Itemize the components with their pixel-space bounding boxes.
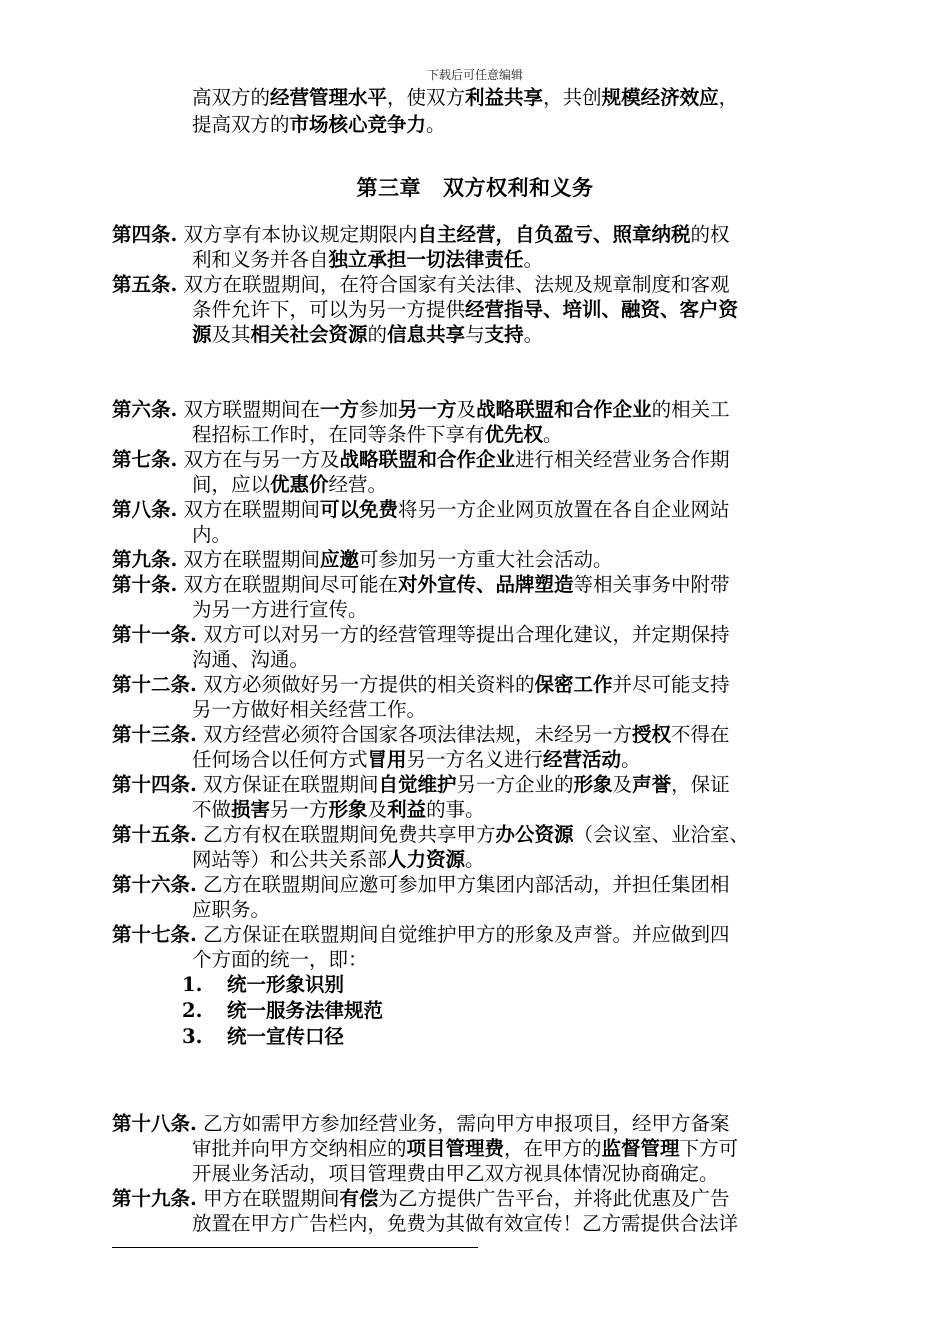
body-text: 另一方做好相关经营工作。 — [192, 698, 427, 721]
body-text: 等相关事务中附带 — [573, 573, 730, 596]
body-text: 双方享有本协议规定期限内 — [177, 223, 418, 246]
emphasis-text: 冒用 — [367, 748, 407, 771]
body-text: 双方在联盟期间尽可能在 — [177, 573, 398, 596]
emphasis-text: 有偿 — [339, 1187, 379, 1210]
unify-list — [112, 972, 857, 1050]
article — [112, 222, 857, 272]
emphasis-text: 授权 — [632, 723, 672, 746]
body-text: 高双方的 — [192, 86, 271, 109]
articles-body — [112, 222, 857, 1236]
list-text: 统一形象识别 — [227, 973, 345, 996]
body-text: 沟通、沟通。 — [192, 648, 310, 671]
emphasis-text: 独立承担一切法律责任 — [328, 248, 524, 271]
chapter-heading — [0, 172, 950, 202]
emphasis-text: 市场核心竞争力 — [289, 113, 427, 136]
body-text: 内。 — [192, 523, 232, 546]
body-text: 的权 — [690, 223, 730, 246]
body-text: 参加 — [359, 398, 399, 421]
body-text: 。 — [523, 323, 544, 346]
emphasis-text: 规模经济效应 — [601, 86, 719, 109]
list-number: 2. — [182, 999, 203, 1022]
emphasis-text: 形象 — [573, 773, 613, 796]
body-text: 双方在与另一方及 — [177, 448, 340, 471]
body-text: 双方保证在联盟期间 — [196, 773, 379, 796]
body-text: 双方可以对另一方的经营管理等提出合理化建议，并定期保持 — [196, 623, 730, 646]
body-text: 审批并向甲方交纳相应的 — [192, 1137, 407, 1160]
list-text: 统一服务法律规范 — [227, 999, 384, 1022]
emphasis-text: 人力资源 — [387, 848, 466, 871]
emphasis-text: 自主经营，自负盈亏、照章纳税 — [417, 223, 691, 246]
body-text: 提高双方的 — [192, 113, 290, 136]
body-text: 乙方在联盟期间应邀可参加甲方集团内部活动，并担任集团相 — [196, 873, 730, 896]
body-text: 及其 — [211, 323, 251, 346]
list-item — [112, 972, 857, 998]
body-text: 乙方有权在联盟期间免费共享甲方 — [196, 823, 496, 846]
emphasis-text: 一方 — [320, 398, 360, 421]
page-header: 下载后可任意编辑 — [426, 68, 523, 82]
body-text: 网站等）和公共关系部 — [192, 848, 388, 871]
body-text: 双方经营必须符合国家各项法律法规，未经另一方 — [196, 723, 632, 746]
article-number: 第十条. — [112, 573, 178, 596]
body-text: 为乙方提供广告平台，并将此优惠及广告 — [378, 1187, 730, 1210]
article-number: 第十二条. — [112, 673, 197, 696]
body-text: 的 — [367, 323, 388, 346]
body-text: 与 — [465, 323, 485, 346]
list-item — [112, 998, 857, 1024]
article-number: 第十四条. — [112, 773, 197, 796]
articles-group-b — [112, 397, 857, 972]
body-text: ，共创 — [543, 86, 602, 109]
article-number: 第十五条. — [112, 823, 197, 846]
body-text: 的事。 — [426, 798, 485, 821]
body-text: 可参加另一方重大社会活动。 — [359, 548, 613, 571]
emphasis-text: 优先权 — [484, 423, 544, 446]
emphasis-text: 监督管理 — [601, 1137, 680, 1160]
body-text: （会议室、业洽室、 — [573, 823, 750, 846]
emphasis-text: 利益 — [387, 798, 427, 821]
intro-paragraph — [192, 84, 852, 138]
article — [112, 772, 857, 822]
article — [112, 1111, 857, 1186]
spacer — [112, 347, 857, 397]
body-text: 为另一方进行宣传。 — [192, 598, 368, 621]
body-text: 双方联盟期间在 — [177, 398, 320, 421]
body-text: 应职务。 — [192, 898, 271, 921]
body-text: 双方在联盟期间 — [177, 548, 320, 571]
article — [112, 397, 857, 447]
body-text: 。 — [523, 248, 544, 271]
article — [112, 547, 857, 572]
body-text: 进行相关经营业务合作期 — [515, 448, 730, 471]
body-text: 另一方企业的 — [456, 773, 574, 796]
emphasis-text: 利益共享 — [465, 86, 544, 109]
body-text: 。 — [621, 748, 641, 771]
emphasis-text: 项目管理费 — [406, 1137, 505, 1160]
chapter-number: 第三章 — [356, 175, 421, 200]
article — [112, 572, 857, 622]
body-text: 及 — [612, 773, 633, 796]
emphasis-text: 经营活动 — [543, 748, 622, 771]
article-number: 第九条. — [112, 548, 178, 571]
articles-group-c — [112, 1111, 857, 1236]
body-text: 下方可 — [679, 1137, 739, 1160]
emphasis-text: 支持 — [484, 323, 524, 346]
emphasis-text: 经营管理水平 — [270, 86, 388, 109]
article-number: 第十六条. — [112, 873, 197, 896]
emphasis-text: 自觉维护 — [378, 773, 457, 796]
article-number: 第四条. — [112, 223, 178, 246]
body-text: 双方在联盟期间 — [177, 498, 320, 521]
emphasis-text: 对外宣传、品牌塑造 — [398, 573, 574, 596]
body-text: 。 — [426, 113, 446, 136]
emphasis-text: 优惠价 — [270, 473, 329, 496]
emphasis-text: 损害 — [231, 798, 271, 821]
body-text: 。 — [465, 848, 485, 871]
body-text: 放置在甲方广告栏内，免费为其做有效宣传！乙方需提供合法详 — [192, 1212, 739, 1235]
body-text: 双方必须做好另一方提供的相关资料的 — [196, 673, 535, 696]
article — [112, 722, 857, 772]
body-text: 甲方在联盟期间 — [196, 1187, 340, 1210]
article — [112, 272, 857, 347]
body-text: 的相关工 — [651, 398, 730, 421]
article-number: 第六条. — [112, 398, 178, 421]
list-number: 3. — [182, 1025, 203, 1048]
list-number: 1. — [182, 973, 203, 996]
body-text: 经营。 — [328, 473, 388, 496]
emphasis-text: 源 — [192, 323, 212, 346]
emphasis-text: 信息共享 — [387, 323, 466, 346]
body-text: 另一方名义进行 — [406, 748, 544, 771]
emphasis-text: 另一方 — [398, 398, 457, 421]
body-text: 乙方保证在联盟期间自觉维护甲方的形象及声誉。并应做到四 — [196, 923, 730, 946]
article-number: 第五条. — [112, 273, 178, 296]
spacer — [112, 1050, 857, 1111]
body-text: 不得在 — [671, 723, 730, 746]
body-text: 另一方 — [270, 798, 329, 821]
article — [112, 872, 857, 922]
emphasis-text: 战略联盟和合作企业 — [339, 448, 516, 471]
articles-group-a — [112, 222, 857, 347]
body-text: ，使双方 — [387, 86, 466, 109]
body-text: 及 — [367, 798, 388, 821]
article-number: 第十八条. — [112, 1112, 197, 1135]
body-text: 程招标工作时，在同等条件下享有 — [192, 423, 485, 446]
body-text: 乙方如需甲方参加经营业务，需向甲方申报项目，经甲方备案 — [196, 1112, 730, 1135]
article-number: 第十三条. — [112, 723, 197, 746]
body-text: 及 — [456, 398, 477, 421]
article — [112, 672, 857, 722]
article — [112, 447, 857, 497]
article-number: 第七条. — [112, 448, 178, 471]
article — [112, 622, 857, 672]
list-text: 统一宣传口径 — [227, 1025, 345, 1048]
emphasis-text: 保密工作 — [534, 673, 613, 696]
article — [112, 497, 857, 547]
body-text: 将另一方企业网页放置在各自企业网站 — [398, 498, 730, 521]
emphasis-text: 办公资源 — [495, 823, 574, 846]
body-text: ，在甲方的 — [504, 1137, 602, 1160]
body-text: 开展业务活动，项目管理费由甲乙双方视具体情况协商确定。 — [192, 1162, 719, 1185]
article — [112, 922, 857, 972]
body-text: 条件允许下，可以为另一方提供 — [192, 298, 466, 321]
emphasis-text: 经营指导、培训、融资、客户资 — [465, 298, 739, 321]
body-text: 。 — [543, 423, 563, 446]
body-text: 间，应以 — [192, 473, 271, 496]
list-item — [112, 1024, 857, 1050]
article-number: 第十九条. — [112, 1187, 197, 1210]
chapter-title: 双方权利和义务 — [443, 175, 594, 200]
emphasis-text: 声誉 — [632, 773, 672, 796]
emphasis-text: 形象 — [328, 798, 368, 821]
emphasis-text: 战略联盟和合作企业 — [476, 398, 652, 421]
emphasis-text: 相关社会资源 — [250, 323, 368, 346]
body-text: 利和义务并各自 — [192, 248, 329, 271]
article — [112, 1186, 857, 1236]
body-text: 个方面的统一，即： — [192, 948, 368, 971]
body-text: 双方在联盟期间，在符合国家有关法律、法规及规章制度和客观 — [177, 273, 730, 296]
article — [112, 822, 857, 872]
body-text: 任何场合以任何方式 — [192, 748, 368, 771]
article-number: 第八条. — [112, 498, 178, 521]
body-text: 并尽可能支持 — [612, 673, 730, 696]
body-text: ， — [718, 86, 739, 109]
emphasis-text: 应邀 — [320, 548, 360, 571]
article-number: 第十一条. — [112, 623, 197, 646]
footnote-separator — [112, 1247, 478, 1248]
body-text: 不做 — [192, 798, 232, 821]
emphasis-text: 可以免费 — [320, 498, 399, 521]
body-text: ，保证 — [671, 773, 730, 796]
article-number: 第十七条. — [112, 923, 197, 946]
